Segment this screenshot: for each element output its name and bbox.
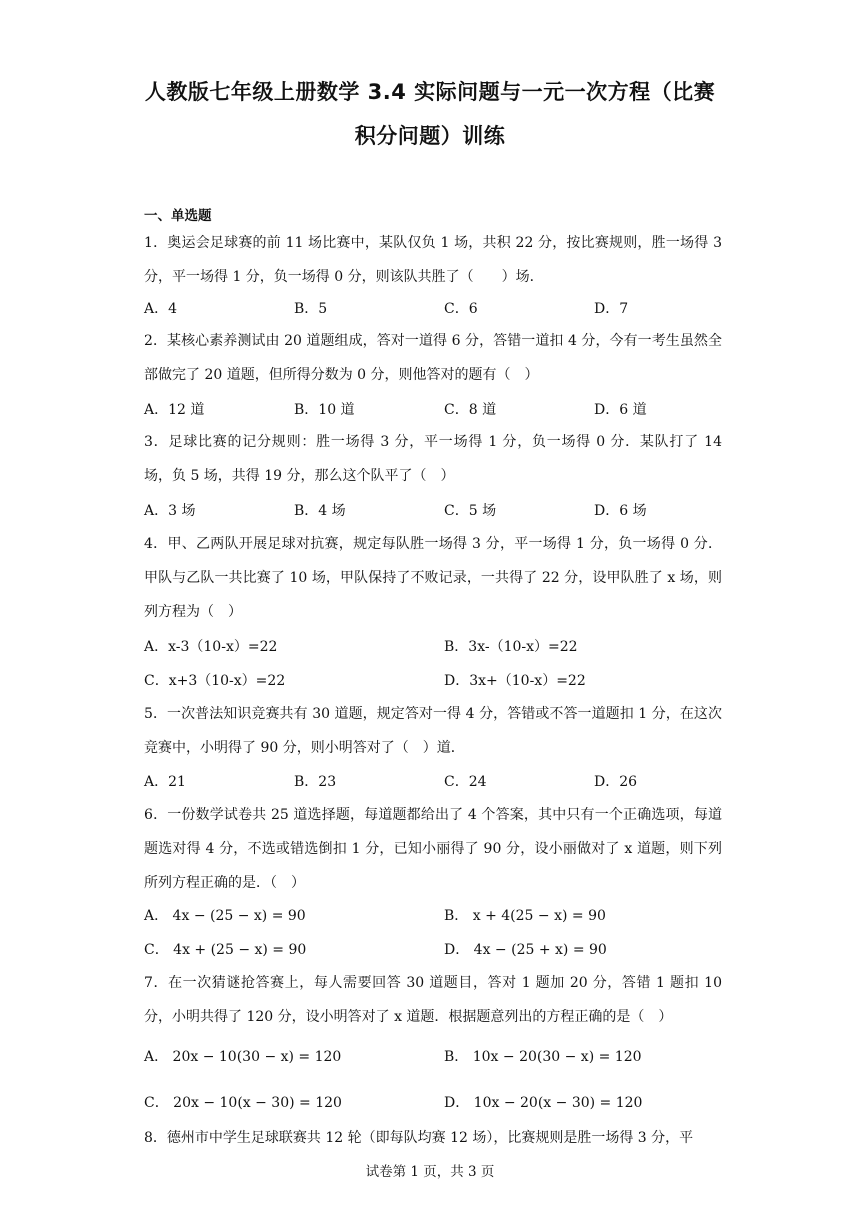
- option-b: B．4 场: [294, 503, 346, 519]
- option-b: B． 10x − 20(30 − x) = 120: [444, 1049, 642, 1065]
- option-d: D．3x+（10-x）=22: [444, 673, 586, 689]
- option-d: D．6 场: [594, 503, 647, 519]
- option-c: C．24: [444, 774, 487, 790]
- question-3: 3．足球比赛的记分规则：胜一场得 3 分，平一场得 1 分，负一场得 0 分．某队打了 14 场，负 5 场，共得 19 分，那么这个队平了（ ）: [144, 434, 722, 484]
- option-b: B．5: [294, 301, 328, 317]
- option-c: C．8 道: [444, 402, 497, 418]
- question-5: 5．一次普法知识竞赛共有 30 道题，规定答对一得 4 分，答错或不答一道题扣 1 分，在这次竞赛中，小明得了 90 分，则小明答对了（ ）道．: [144, 706, 722, 756]
- option-b: B． x + 4(25 − x) = 90: [444, 908, 606, 924]
- option-b: B．10 道: [294, 402, 355, 418]
- question-1-options: [144, 298, 722, 322]
- question-4: 4．甲、乙两队开展足球对抗赛，规定每队胜一场得 3 分，平一场得 1 分，负一场得 0 分．甲队与乙队一共比赛了 10 场，甲队保持了不败记录，一共得了 22 分，设甲队胜了 x 场，则列方程为（ ）: [144, 536, 722, 620]
- option-c: C．5 场: [444, 503, 497, 519]
- option-c: C． 4x + (25 − x) = 90: [144, 942, 307, 958]
- option-a: A． 4x − (25 − x) = 90: [144, 908, 306, 924]
- document-title: [90, 70, 770, 158]
- option-a: A．4: [144, 301, 178, 317]
- question-8: 8．德州市中学生足球联赛共 12 轮（即每队均赛 12 场），比赛规则是胜一场得 3 分，平: [144, 1130, 694, 1146]
- option-c: C． 20x − 10(x − 30) = 120: [144, 1095, 342, 1111]
- option-a: A．3 场: [144, 503, 196, 519]
- question-5-options: [144, 771, 722, 795]
- title-line-1: 人教版七年级上册数学 3.4 实际问题与一元一次方程（比赛: [144, 80, 716, 104]
- option-b: B．3x-（10-x）=22: [444, 639, 578, 655]
- option-d: D．6 道: [594, 402, 647, 418]
- option-a: A．21: [144, 774, 186, 790]
- option-b: B．23: [294, 774, 337, 790]
- question-2-options: [144, 399, 722, 423]
- question-7-options-row-2: [144, 1092, 722, 1116]
- option-c: C．x+3（10-x）=22: [144, 673, 286, 689]
- title-line-2: 积分问题）训练: [354, 124, 506, 148]
- question-6: 6．一份数学试卷共 25 道选择题，每道题都给出了 4 个答案，其中只有一个正确选项，每道题选对得 4 分，不选或错选倒扣 1 分，已知小丽得了 90 分，设小丽做对了 x 道题，则下列所列方程正确的是．（ ）: [144, 807, 722, 891]
- question-7-options-row-1: [144, 1046, 722, 1070]
- option-d: D． 10x − 20(x − 30) = 120: [444, 1095, 643, 1111]
- option-a: A．12 道: [144, 402, 205, 418]
- option-d: D． 4x − (25 + x) = 90: [444, 942, 607, 958]
- question-4-options-row-1: [144, 636, 722, 660]
- section-heading: 一、单选题: [144, 208, 212, 224]
- option-d: D．7: [594, 301, 629, 317]
- question-2: 2．某核心素养测试由 20 道题组成，答对一道得 6 分，答错一道扣 4 分，今有一考生虽然全部做完了 20 道题，但所得分数为 0 分，则他答对的题有（ ）: [144, 333, 722, 383]
- question-6-options-row-2: [144, 939, 722, 963]
- question-1: 1．奥运会足球赛的前 11 场比赛中，某队仅负 1 场，共积 22 分，按比赛规则，胜一场得 3 分，平一场得 1 分，负一场得 0 分，则该队共胜了（ ）场．: [144, 235, 722, 285]
- page-footer: 试卷第 1 页，共 3 页: [365, 1164, 495, 1180]
- option-a: A． 20x − 10(30 − x) = 120: [144, 1049, 342, 1065]
- question-6-options-row-1: [144, 905, 722, 929]
- question-3-options: [144, 500, 722, 524]
- option-a: A．x-3（10-x）=22: [144, 639, 278, 655]
- question-4-options-row-2: [144, 670, 722, 694]
- option-d: D．26: [594, 774, 638, 790]
- question-7: 7．在一次猜谜抢答赛上，每人需要回答 30 道题目，答对 1 题加 20 分，答错 1 题扣 10 分，小明共得了 120 分，设小明答对了 x 道题．根据题意列出的方程正确的是（ ）: [144, 975, 722, 1025]
- option-c: C．6: [444, 301, 478, 317]
